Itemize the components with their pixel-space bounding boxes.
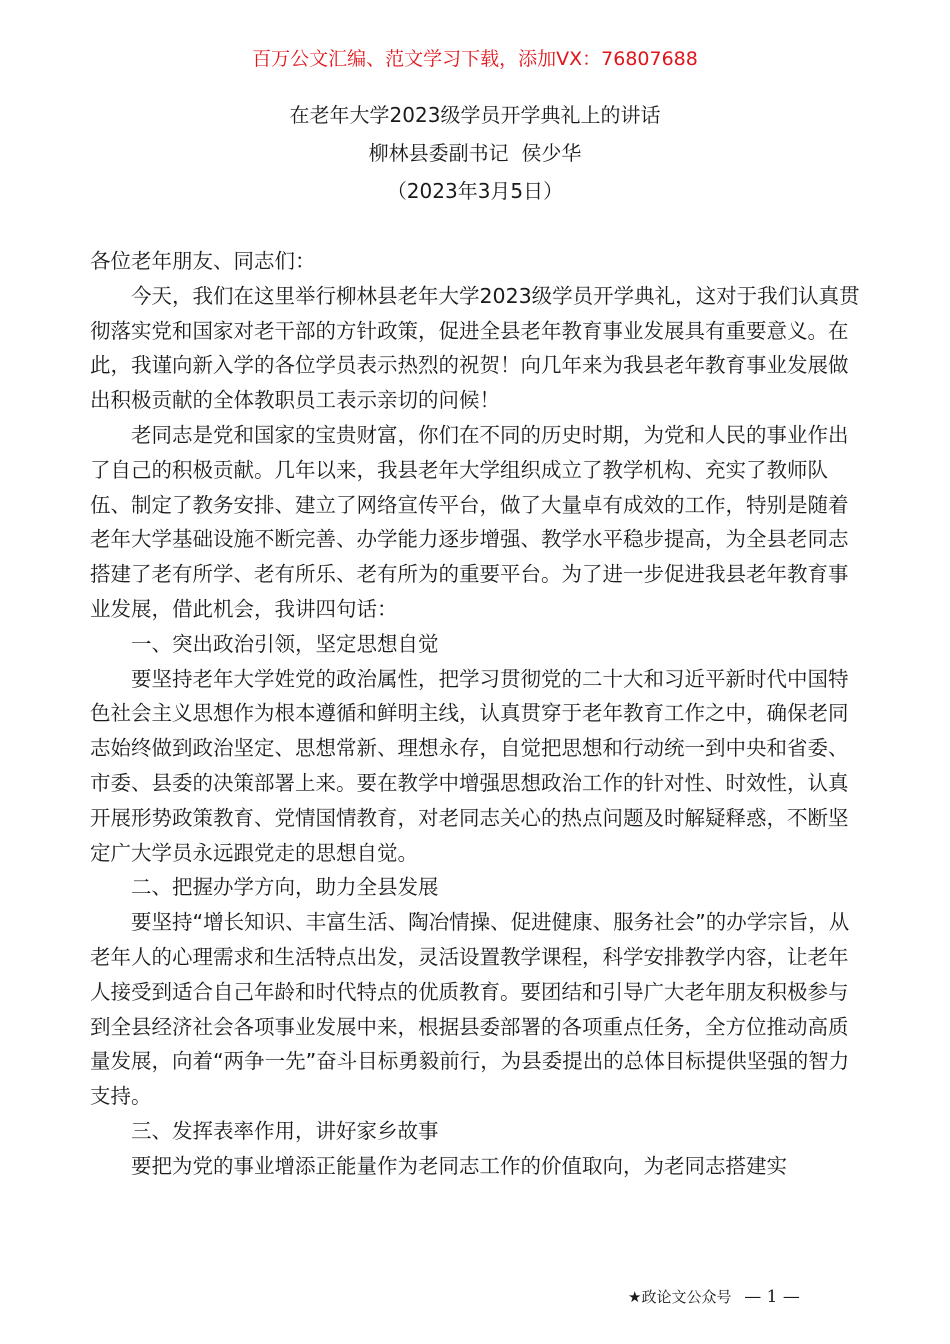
speaker-line: 柳林县委副书记 侯少华 [368,141,582,165]
title-block [0,96,950,210]
salutation: 各位老年朋友、同志们： [90,249,316,273]
paragraph-2: 老同志是党和国家的宝贵财富，你们在不同的历史时期，为党和人民的事业作出了自己的积极贡献。几年以来，我县老年大学组织成立了教学机构、充实了教师队伍、制定了教务安排、建立了网络宣传平台，做了大量卓有成效的工作，特别是随着老年大学基础设施不断完善、办学能力逐步增强、教学水平稳步提高，为全县老同志搭建了老有所学、老有所乐、老有所为的重要平台。为了进一步促进我县老年教育事业发展，借此机会，我讲四句话： [90,422,849,621]
page-footer [628,1282,800,1312]
section-heading-1: 一、突出政治引领，坚定思想自觉 [131,631,439,656]
paragraph-5: 要把为党的事业增添正能量作为老同志工作的价值取向，为老同志搭建实 [131,1153,787,1178]
footer-source: ★政论文公众号 [628,1288,732,1306]
section-heading-2: 二、把握办学方向，助力全县发展 [131,875,439,900]
speech-date: （2023年3月5日） [386,179,564,203]
page-number: — 1 — [744,1287,800,1307]
speech-title: 在老年大学2023级学员开学典礼上的讲话 [289,103,661,127]
paragraph-3: 要坚持老年大学姓党的政治属性，把学习贯彻党的二十大和习近平新时代中国特色社会主义思想作为根本遵循和鲜明主线，认真贯穿于老年教育工作之中，确保老同志始终做到政治坚定、思想常新、理想永存，自觉把思想和行动统一到中央和省委、市委、县委的决策部署上来。要在教学中增强思想政治工作的针对性、时效性，认真开展形势政策教育、党情国情教育，对老同志关心的热点问题及时解疑释惑，不断坚定广大学员永远跟党走的思想自觉。 [90,666,849,865]
paragraph-4: 要坚持“增长知识、丰富生活、陶冶情操、促进健康、服务社会”的办学宗旨，从老年人的心理需求和生活特点出发，灵活设置教学课程，科学安排教学内容，让老年人接受到适合自己年龄和时代特点的优质教育。要团结和引导广大老年朋友积极参与到全县经济社会各项事业发展中来，根据县委部署的各项重点任务，全方位推动高质量发展，向着“两争一先”奋斗目标勇毅前行，为县委提出的总体目标提供坚强的智力支持。 [90,910,850,1109]
speech-body [90,244,860,1184]
section-heading-3: 三、发挥表率作用，讲好家乡故事 [131,1118,439,1143]
promo-banner: 百万公文汇编、范文学习下载，添加VX：76807688 [252,48,698,70]
paragraph-1: 今天，我们在这里举行柳林县老年大学2023级学员开学典礼，这对于我们认真贯彻落实党和国家对老干部的方针政策，促进全县老年教育事业发展具有重要意义。在此，我谨向新入学的各位学员表示热烈的祝贺！向几年来为我县老年教育事业发展做出积极贡献的全体教职员工表示亲切的问候！ [90,283,860,413]
